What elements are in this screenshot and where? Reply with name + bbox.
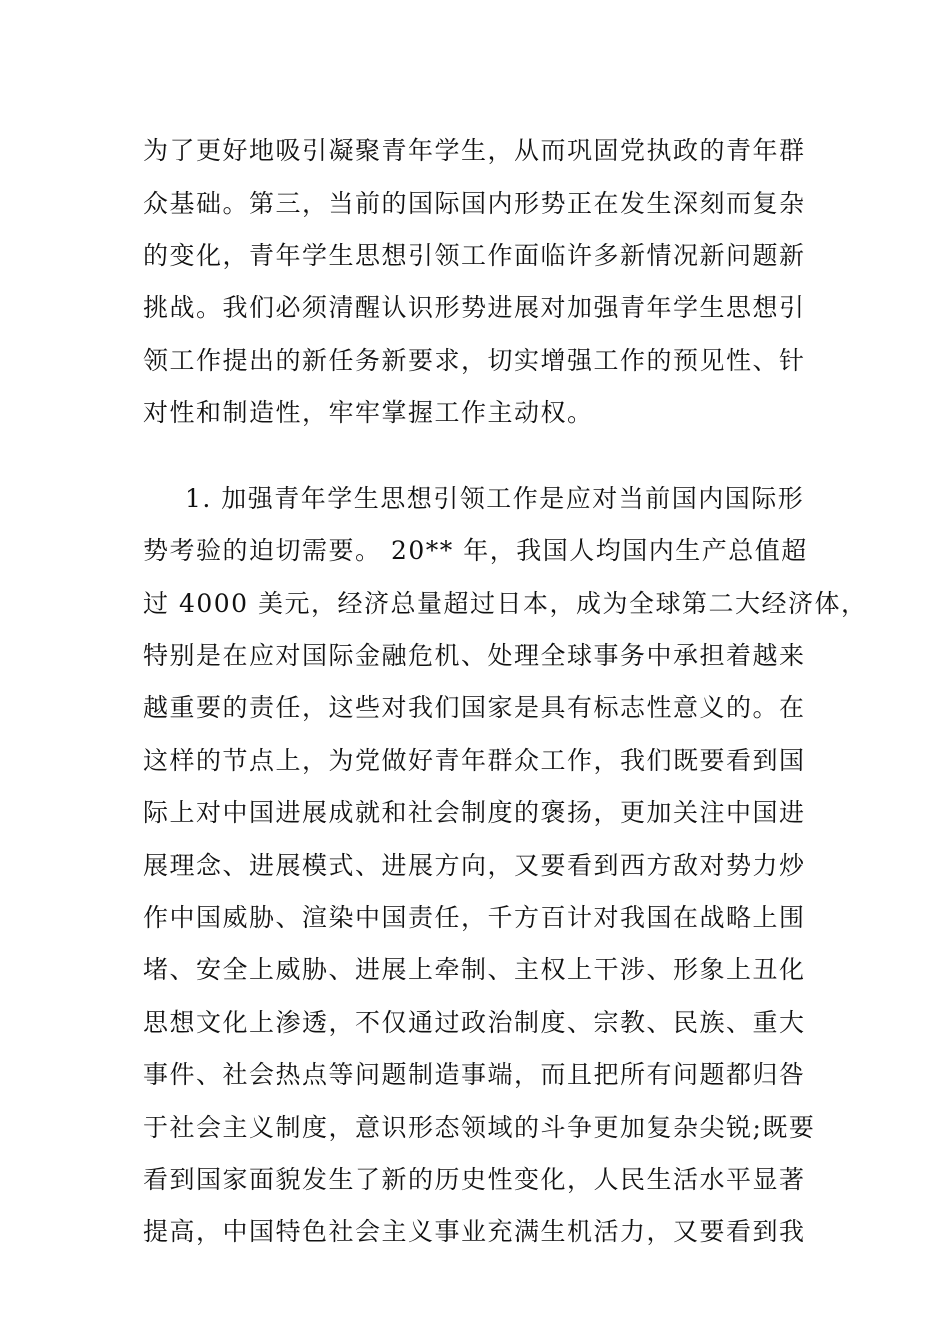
paragraph-line: 于社会主义制度，意识形态领域的斗争更加复杂尖锐;既要 [143, 1113, 816, 1142]
paragraph-line: 堵、安全上威胁、进展上牵制、主权上干涉、形象上丑化 [143, 955, 806, 984]
paragraph-line: 众基础。第三，当前的国际国内形势正在发生深刻而复杂 [143, 189, 806, 218]
paragraph-line: 展理念、进展模式、进展方向，又要看到西方敌对势力炒 [143, 851, 806, 880]
paragraph-line: 越重要的责任，这些对我们国家是具有标志性意义的。在 [143, 693, 806, 722]
paragraph-line: 际上对中国进展成就和社会制度的褒扬，更加关注中国进 [143, 798, 806, 827]
paragraph-line: 提高，中国特色社会主义事业充满生机活力，又要看到我 [143, 1217, 806, 1246]
paragraph-line: 思想文化上渗透，不仅通过政治制度、宗教、民族、重大 [143, 1008, 806, 1037]
paragraph-line: 事件、社会热点等问题制造事端，而且把所有问题都归咎 [143, 1060, 806, 1089]
paragraph-line: 的变化，青年学生思想引领工作面临许多新情况新问题新 [143, 241, 806, 270]
paragraph-line: 这样的节点上，为党做好青年群众工作，我们既要看到国 [143, 746, 806, 775]
paragraph-line: 看到国家面貌发生了新的历史性变化，人民生活水平显著 [143, 1165, 806, 1194]
paragraph-line: 对性和制造性，牢牢掌握工作主动权。 [143, 398, 594, 427]
paragraph-line: 挑战。我们必须清醒认识形势进展对加强青年学生思想引 [143, 293, 806, 322]
paragraph-line: 为了更好地吸引凝聚青年学生，从而巩固党执政的青年群 [143, 136, 806, 165]
paragraph-line: 势考验的迫切需要。 20** 年，我国人均国内生产总值超 [143, 536, 808, 565]
paragraph-line: 领工作提出的新任务新要求，切实增强工作的预见性、针 [143, 346, 806, 375]
paragraph-line: 特别是在应对国际金融危机、处理全球事务中承担着越来 [143, 641, 806, 670]
paragraph-line: 作中国威胁、渲染中国责任，千方百计对我国在战略上围 [143, 903, 806, 932]
paragraph-line: 过 4000 美元，经济总量超过日本，成为全球第二大经济体， [143, 589, 868, 618]
paragraph-line: 1. 加强青年学生思想引领工作是应对当前国内国际形 [185, 484, 805, 513]
